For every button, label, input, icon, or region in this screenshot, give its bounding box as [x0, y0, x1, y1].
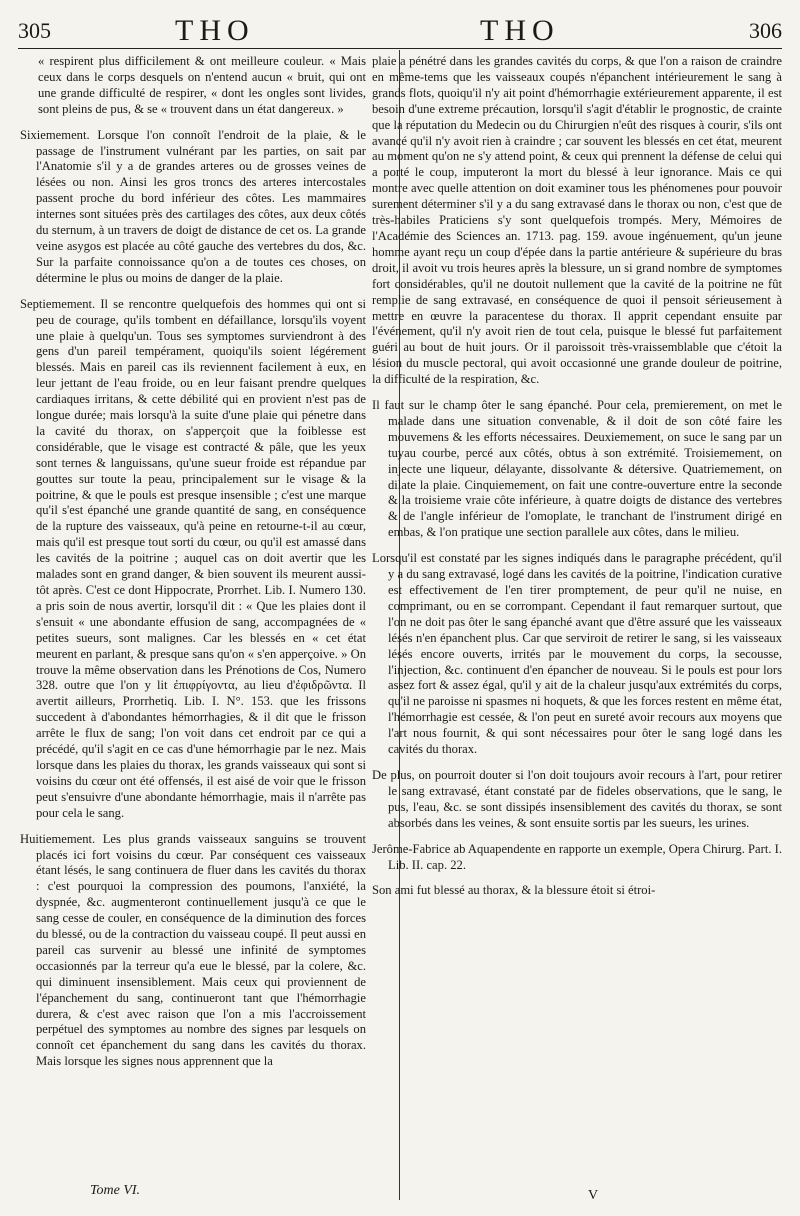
left-column — [20, 54, 366, 1080]
paragraph-friend: Son ami fut blessé au thorax, & la blessure étoit si étroi- — [372, 883, 656, 898]
paragraph-remove-blood: Il faut sur le champ ôter le sang épanché. Pour cela, premierement, on met le malade dans une situation convenable, & il doit de son côté faire les mouvemens & les efforts nécessaires. Deuxiemement, on suce le sang par un tuyau courbe, percé aux côtés, obtus à son extrémité. Troisiemement, on injecte une liqueur, délayante, dissolvante & détersive. Quatriemement, on dilate la plaie. Cinquiemement, on fait une contre-ouverture entre la seconde & la troisieme vraie côte inférieure, à quatre doigts de distance des vertebres & de l'angle inférieur de l'omoplate, le tranchant de l'instrument dirigé en embas, & l'on pratique une section parallele aux côtes, dans le milieu. — [372, 398, 782, 540]
hippocrates-quote: « respirent plus difficilement & ont meilleure couleur. « Mais ceux dans le corps desquels on n'entend aucun « bruit, qui ont une grande difficulté de respirer, « dont les ongles sont livides, sont pleins de pus, & se « trouvent dans un état dangereux. » — [38, 54, 366, 116]
left-running-head: THO — [175, 14, 255, 47]
signature-mark: V — [588, 1188, 599, 1203]
paragraph-fabrice: Jerôme-Fabrice ab Aquapendente en rapporte un exemple, Opera Chirurg. Part. I. Lib. II. cap. 22. — [372, 841, 782, 872]
paragraph-sixiemement: Sixiemement. Lorsque l'on connoît l'endroit de la plaie, & le passage de l'instrument vulnérant par les parties, on sait par l'Anatomie s'il y a de grandes arteres ou de grosses veines de lésées ou non. Ainsi les gros troncs des arteres intercostales passent proche du bord inférieur des côtes. Les mammaires internes sont situées près des cartilages des côtes, aux deux côtés du sternum, à un travers de doigt de distance de cet os. La grande veine asygos est placée au côté gauche des vertebres du dos, &c. Sur la parfaite connoissance qu'on a de toutes ces choses, on détermine le plus ou moins de danger de la plaie. — [20, 127, 366, 285]
header-rule — [18, 48, 782, 49]
paragraph-prognostic: plaie a pénétré dans les grandes cavités du corps, & que l'on a raison de craindre en même-tems que les vaisseaux coupés n'épanchent intérieurement le sang à grands flots, quoiqu'il n'y ait point d'hémorrhagie extérieurement apparente, il est besoin d'une extreme précaution, lorsqu'il s'agit d'établir le prognostic, de crainte que la réputation du Medecin ou du Chirurgien n'eût des risques à courir, s'ils ont avancé qu'il n'y avoit rien à craindre ; car souvent les blessés en cet état, meurent au moment qu'on ne s'y attend point, & ceux qui prennent la défense de celui qui a porté le coup, imputeront la mort du blessé à leur ignorance. Mais ce qui montre avec quelle attention on doit examiner tous les phénomenes pour pouvoir surement déterminer s'il y a du sang extravasé dans le thorax ou non, c'est que de très-habiles Praticiens s'y sont quelquefois trompés. Mery, Mémoires de l'Académie des Sciences an. 1713. pag. 159. avoue ingénuement, qu'un jeune homme ayant reçu un coup d'épée dans la partie antérieure & supérieure du bras droit, il avoit vu trois heures après la blessure, un si grand nombre de symptomes fort considérables, qu'il ne doutoit nullement que la cavité de la poitrine ne fût remplie de sang extravasé, en conséquence de quoi il pensoit sérieusement à mettre en œuvre la paracentese du thorax. Il apprit cependant ensuite par l'événement, qu'il n'y avoit rien de tout cela, puisque le blessé fut parfaitement guéri au bout de huit jours. Or il paroissoit très-vraissemblable que c'étoit la lésion du muscle pectoral, qui avoit occasionné une grande douleur de poitrine, la difficulté de la respiration, &c. — [372, 54, 782, 387]
paragraph-indication: Lorsqu'il est constaté par les signes indiqués dans le paragraphe précédent, qu'il y a du sang extravasé, logé dans les cavités de la poitrine, l'indication curative est effectivement de l'en tirer promptement, de peur qu'il ne nuise, en comprimant, ou en se corrompant. Cependant il faut remarquer surtout, que l'on ne doit pas ôter le sang épanché avant que d'être assuré que les vaisseaux lésés n'en épanchent plus. Car que serviroit de retirer le sang, si les vaisseaux lésés encore ouverts, irrités par le mouvement du corps, la secousse, l'injection, &c. continuent d'en épancher de nouveau. Si le pouls est pour lors assez fort & assez égal, qu'il y ait de la chaleur jusqu'aux extrémités du corps, qu'il ne paroisse ni spasmes ni hoquets, & que les forces restent en même état, l'hémorrhagie est cessée, & l'on peut en sureté avoir recours aux moyens que l'art nous fournit, & qui sont nécessaires pour ôter le sang logé dans les cavités du thorax. — [372, 551, 782, 757]
paragraph-septiemement: Septiemement. Il se rencontre quelquefois des hommes qui ont si peu de courage, qu'ils tombent en défaillance, lorsqu'ils voyent une plaie à quelqu'un. Tous ses symptomes surviendront à des gens d'un pareil tempérament, quoiqu'ils soient légérement blessés. Mais en pareil cas ils reviennent facilement à eux, en leur jettant de l'eau froide, ou en leur faisant prendre quelques cardiaques irritans, & cette débilité qui en provient n'est pas de longue durée; mais lorsqu'à la suite d'une plaie qui pénetre dans la cavité du thorax, on s'apperçoit que la foiblesse est considérable, que le visage est contracté & pâle, que les yeux sont ternes & languissans, qu'une sueur froide est répandue par gouttes sur toute la peau, principalement sur le visage & la poitrine, & que le pouls est presque insensible ; c'est une marque qu'il s'est épanché une grande quantité de sang, en conséquence de la rupture des vaisseaux, qu'à peine en retourne-t-il au cœur, mais qu'il est presque tout sorti du cœur, ou qu'il est amassé dans les cavités de la poitrine ; auquel cas on doit avertir que les malades sont en grand danger, & bien souvent ils meurent aussi-tôt après. C'est ce dont Hippocrate, Prorrhet. Lib. I. Numero 130. a pris soin de nous avertir, lorsqu'il dit : « Que les plaies dont il s'ensuit « une abondante effusion de sang, accompagnées de « petites sueurs, sont malignes. Car les blessés en « cet état meurent en parlant, & presque sans qu'on « s'en apperçoive. » On trouve la même observation dans les Prénotions de Cos, Numero 328. outre que l'on y lit ἐπιφρίγοντα, au lieu d'ἐφιδρῶντα. Il avertit ailleurs, Prorrhetiq. Lib. I. N°. 153. que les frissons succedent à d'abondantes hémorrhagies, & il dit que le frisson arrête le flux de sang; l'on voit dans cet endroit par ce qui a précédé, qu'il s'agit en ce cas d'une hémorrhagie par le nez. Mais lorsque dans les plaies du thorax, les grands vaisseaux qui sont si voisins du cœur ont été offensés, il est aisé de voir que le frisson peut s'ensuivre d'une abondante hémorrhagie, mais il n'arrête pas pour cela le sang. — [20, 296, 366, 820]
volume-label: Tome VI. — [90, 1183, 141, 1198]
right-column — [372, 54, 782, 909]
right-running-head: THO — [480, 14, 560, 47]
paragraph-huitiemement: Huitiemement. Les plus grands vaisseaux sanguins se trouvent placés ici fort voisins du cœur. Par conséquent ces vaisseaux étant lésés, le sang continuera de fluer dans les cavités du thorax : c'est pourquoi la compression des poumons, l'anxiété, la dyspnée, &c. augmenteront continuellement jusqu'à ce que le sang cesse de couler, en conséquence de la diminution des forces du blessé, ou de la contraction du vaisseau coupé. Il peut aussi en pareil cas survenir au blessé une infinité de symptomes occasionnés par la terreur qu'a eue le blessé, par la colere, &c. qui diminuent insensiblement. Mais ceux qui proviennent de l'épanchement du sang, continueront tant que l'hémorrhagie durera, & c'est avec raison que l'on a mis l'accroissement perpétuel des symptomes au nombre des signes par lesquels on connoît cet épanchement du sang dans les cavités du thorax. Mais lorsque les signes nous apprennent que la — [20, 831, 366, 1069]
right-page-number: 306 — [749, 18, 782, 43]
page-header — [0, 14, 800, 48]
paragraph-absorption: De plus, on pourroit douter si l'on doit toujours avoir recours à l'art, pour retirer le sang extravasé, étant constaté par de fideles observations, que le sang, le pus, l'eau, &c. se sont dissipés insensiblement des cavités du thorax, se sont absorbés dans les veines, & sont ensuite sortis par les sueurs, les urines. — [372, 767, 782, 830]
left-page-number: 305 — [18, 18, 51, 43]
